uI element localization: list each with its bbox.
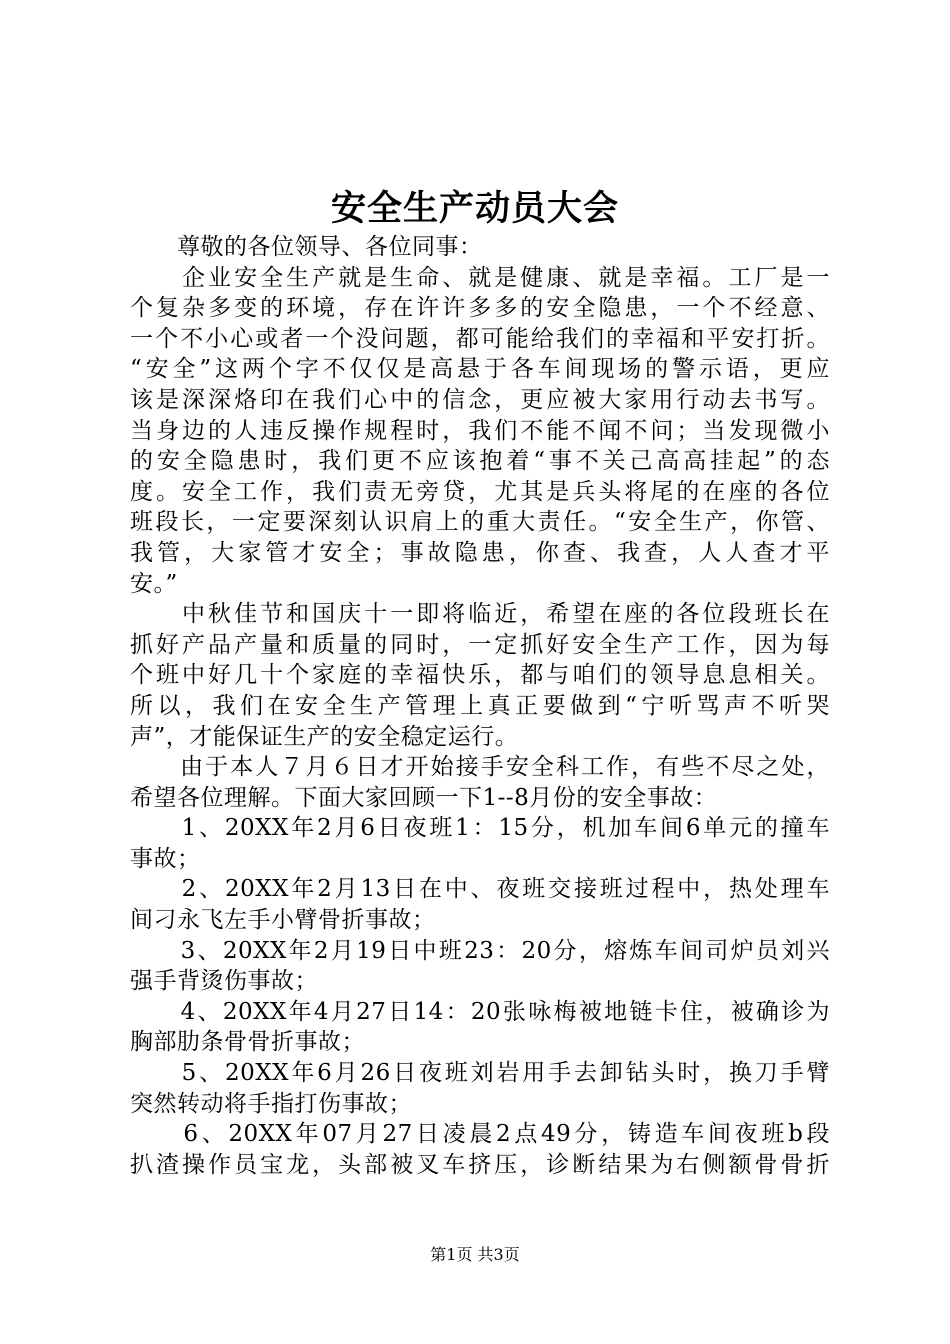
text-line: 胸部肋条骨骨折事故； xyxy=(130,1029,365,1056)
text-line: 5、20XX年6月26日夜班刘岩用手去卸钻头时，换刀手臂 xyxy=(130,1060,830,1087)
text-line: 中秋佳节和国庆十一即将临近，希望在座的各位段班长在 xyxy=(130,601,830,628)
text-line: 声”，才能保证生产的安全稳定运行。 xyxy=(130,723,519,750)
text-line: 所以，我们在安全生产管理上真正要做到“宁听骂声不听哭 xyxy=(130,692,830,719)
document-body xyxy=(130,232,830,1180)
text-line: 突然转动将手指打伤事故； xyxy=(130,1090,412,1117)
text-line: 尊敬的各位领导、各位同事： xyxy=(130,234,483,260)
text-line: “安全”这两个字不仅仅是高悬于各车间现场的警示语，更应 xyxy=(130,356,830,383)
text-line: 安。” xyxy=(130,570,178,597)
text-line: 当身边的人违反操作规程时，我们不能不闻不问；当发现微小 xyxy=(130,417,830,444)
document-title: 安全生产动员大会 xyxy=(330,188,619,229)
text-line: 4、20XX年4月27日14：20张咏梅被地链卡住，被确诊为 xyxy=(130,998,830,1025)
text-line: 希望各位理解。下面大家回顾一下1--8月份的安全事故： xyxy=(130,784,718,811)
text-line: 一个不小心或者一个没问题，都可能给我们的幸福和平安打折。 xyxy=(130,325,830,352)
text-line: 6、20XX年07月27日凌晨2点49分，铸造车间夜班b段 xyxy=(130,1121,830,1148)
text-line: 1、20XX年2月6日夜班1：15分，机加车间6单元的撞车 xyxy=(130,815,830,842)
text-line: 个复杂多变的环境，存在许许多多的安全隐患，一个不经意、 xyxy=(130,295,830,322)
text-line: 我管，大家管才安全；事故隐患，你查、我查，人人查才平 xyxy=(130,539,830,566)
text-line: 由于本人７月６日才开始接手安全科工作，有些不尽之处， xyxy=(130,754,830,781)
text-line: 间刁永飞左手小臂骨折事故； xyxy=(130,907,436,934)
text-line: 班段长，一定要深刻认识肩上的重大责任。“安全生产，你管、 xyxy=(130,509,830,536)
text-line: 事故； xyxy=(130,845,201,872)
text-line: 度。安全工作，我们责无旁贷，尤其是兵头将尾的在座的各位 xyxy=(130,478,830,505)
text-line: 的安全隐患时，我们更不应该抱着“事不关己高高挂起”的态 xyxy=(130,448,830,475)
text-line: 企业安全生产就是生命、就是健康、就是幸福。工厂是一 xyxy=(130,264,830,291)
text-line: 抓好产品产量和质量的同时，一定抓好安全生产工作，因为每 xyxy=(130,631,830,658)
text-line: 个班中好几十个家庭的幸福快乐，都与咱们的领导息息相关。 xyxy=(130,662,830,689)
text-line: 强手背烫伤事故； xyxy=(130,968,318,995)
text-line: 3、20XX年2月19日中班23：20分，熔炼车间司炉员刘兴 xyxy=(130,937,830,964)
text-line: 该是深深烙印在我们心中的信念，更应被大家用行动去书写。 xyxy=(130,386,830,413)
text-line: 扒渣操作员宝龙，头部被叉车挤压，诊断结果为右侧额骨骨折 xyxy=(130,1151,830,1178)
text-line: 2、20XX年2月13日在中、夜班交接班过程中，热处理车 xyxy=(130,876,830,903)
page-footer: 第1页 共3页 xyxy=(430,1245,520,1264)
